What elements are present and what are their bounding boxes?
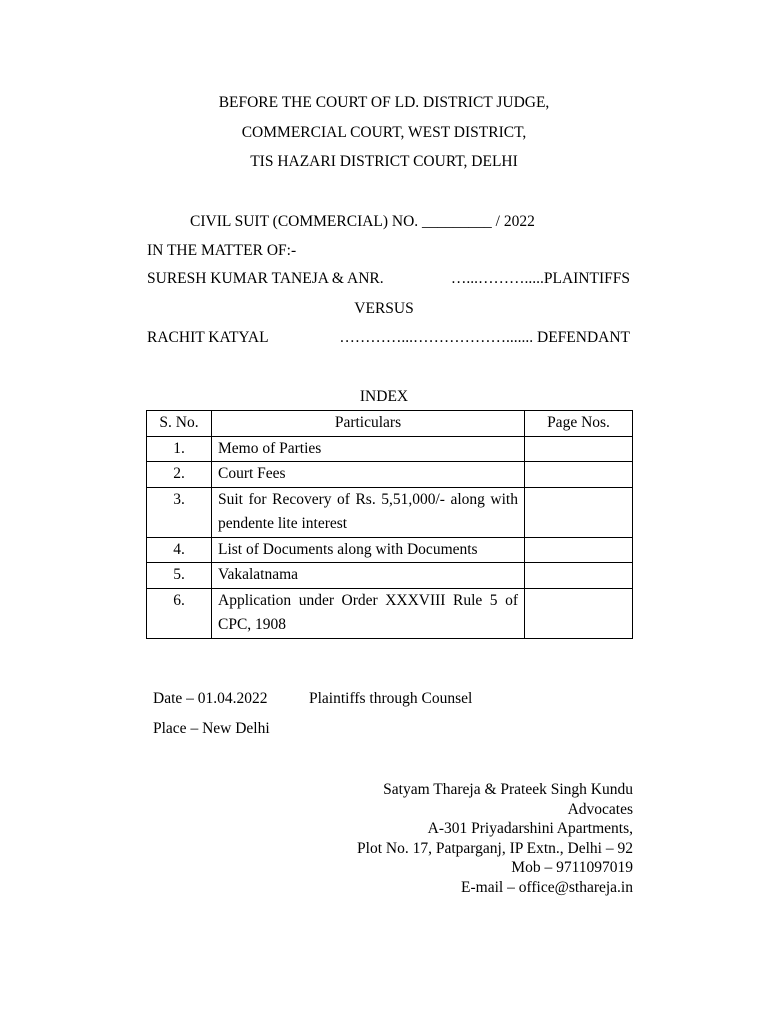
filing-date: Date – 01.04.2022 <box>153 690 268 707</box>
table-row <box>147 588 633 638</box>
row-pages <box>525 436 633 462</box>
row-particulars: Vakalatnama <box>212 563 525 589</box>
plaintiff-name: SURESH KUMAR TANEJA & ANR. <box>147 270 384 287</box>
index-title: INDEX <box>359 388 409 405</box>
plaintiffs-through-counsel: Plaintiffs through Counsel <box>309 690 473 707</box>
matter-label: IN THE MATTER OF:- <box>147 242 297 259</box>
row-sno: 6. <box>147 588 212 638</box>
row-pages <box>525 462 633 488</box>
plaintiff-line <box>147 270 630 288</box>
advocate-mobile: Mob – 9711097019 <box>511 859 633 876</box>
defendant-name: RACHIT KATYAL <box>147 329 269 346</box>
filing-place: Place – New Delhi <box>153 720 270 737</box>
row-pages <box>525 487 633 537</box>
advocate-address-line-1: A-301 Priyadarshini Apartments, <box>427 820 633 837</box>
row-sno: 1. <box>147 436 212 462</box>
table-row <box>147 563 633 589</box>
advocate-signature-block <box>357 780 633 897</box>
header-particulars: Particulars <box>212 411 525 437</box>
row-particulars: Memo of Parties <box>212 436 525 462</box>
table-row <box>147 537 633 563</box>
index-table <box>146 410 633 639</box>
row-particulars: Suit for Recovery of Rs. 5,51,000/- along with pendente lite interest <box>212 487 525 537</box>
suit-number: CIVIL SUIT (COMMERCIAL) NO. _________ / 2022 <box>190 213 535 230</box>
advocate-title: Advocates <box>567 800 633 818</box>
row-sno: 4. <box>147 537 212 563</box>
versus-label: VERSUS <box>354 300 414 317</box>
plaintiff-role: PLAINTIFFS <box>543 270 630 287</box>
court-heading-line-3: TIS HAZARI DISTRICT COURT, DELHI <box>250 153 518 170</box>
defendant-line <box>147 329 630 347</box>
table-row <box>147 487 633 537</box>
header-pages: Page Nos. <box>525 411 633 437</box>
row-particulars: Court Fees <box>212 462 525 488</box>
advocate-email: E-mail – office@sthareja.in <box>461 878 633 896</box>
row-sno: 5. <box>147 563 212 589</box>
row-pages <box>525 563 633 589</box>
table-row <box>147 436 633 462</box>
row-sno: 3. <box>147 487 212 537</box>
court-heading-line-2: COMMERCIAL COURT, WEST DISTRICT, <box>241 124 527 141</box>
court-heading-line-1: BEFORE THE COURT OF LD. DISTRICT JUDGE, <box>218 94 550 111</box>
advocate-address-line-2: Plot No. 17, Patparganj, IP Extn., Delhi – 92 <box>357 839 633 857</box>
row-particulars: List of Documents along with Documents <box>212 537 525 563</box>
table-row <box>147 462 633 488</box>
header-sno: S. No. <box>147 411 212 437</box>
defendant-role: DEFENDANT <box>537 329 630 346</box>
row-sno: 2. <box>147 462 212 488</box>
row-pages <box>525 588 633 638</box>
advocate-names: Satyam Thareja & Prateek Singh Kundu <box>383 781 633 798</box>
row-particulars: Application under Order XXXVIII Rule 5 of CPC, 1908 <box>212 588 525 638</box>
row-pages <box>525 537 633 563</box>
plaintiff-dots: …...………..... <box>450 270 544 287</box>
defendant-dots: …………...………………....... <box>339 329 534 346</box>
index-header-row <box>147 411 633 437</box>
